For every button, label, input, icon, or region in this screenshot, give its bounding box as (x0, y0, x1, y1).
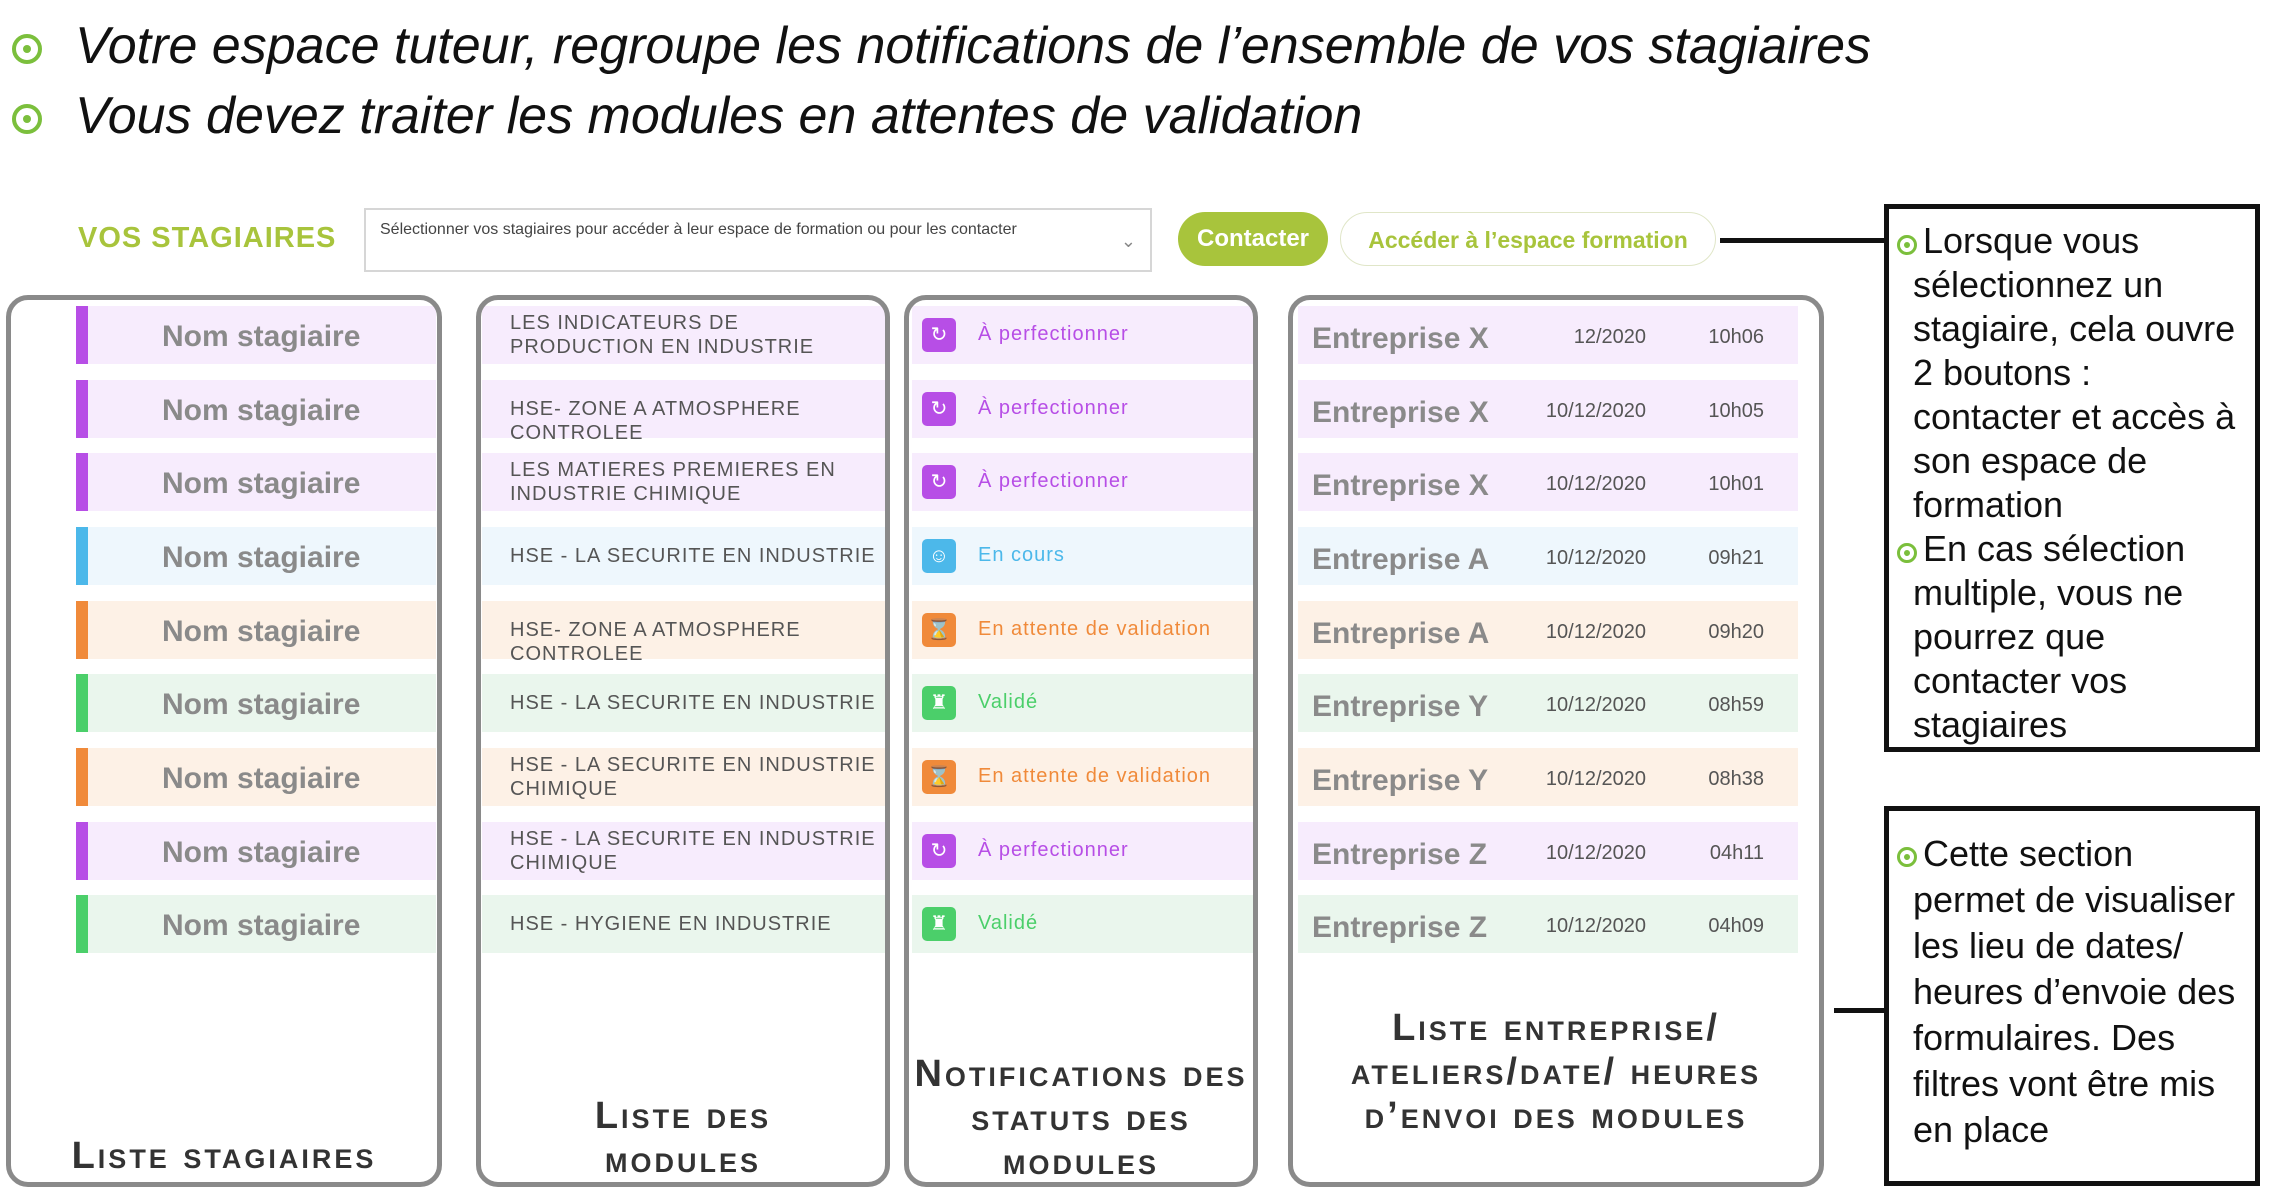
caption-statuts: Notifications des statuts des modules (914, 1053, 1248, 1183)
enterprise-name: Entreprise Y (1312, 690, 1489, 723)
stagiaire-name: Nom stagiaire (162, 909, 361, 942)
stagiaire-name: Nom stagiaire (162, 320, 361, 353)
stagiaire-name: Nom stagiaire (162, 688, 361, 721)
module-name: LES INDICATEURS DE PRODUCTION EN INDUSTRIE (510, 312, 815, 358)
stagiaire-name: Nom stagiaire (162, 541, 361, 574)
select-placeholder: Sélectionner vos stagiaires pour accéder à leur espace de formation ou pour les contacter (380, 221, 1017, 238)
heading-1: Votre espace tuteur, regroupe les notifications de l’ensemble de vos stagiaires (75, 17, 1872, 75)
status-label: À perfectionner (978, 839, 1129, 861)
stagiaire-name: Nom stagiaire (162, 762, 361, 795)
refresh-icon: ↻ (922, 392, 956, 426)
note-box-buttons (1884, 204, 2260, 752)
chevron-down-icon: ⌄ (1120, 231, 1136, 251)
module-name: HSE- ZONE A ATMOSPHERE CONTROLEE (510, 398, 801, 444)
refresh-icon: ↻ (922, 318, 956, 352)
connector-line (1834, 1008, 1886, 1013)
heading-bullet-icon (12, 104, 42, 134)
send-date: 12/2020 (1573, 326, 1646, 348)
trophy-icon: ♜ (922, 686, 956, 720)
status-label: Validé (978, 912, 1039, 934)
send-date: 10/12/2020 (1545, 547, 1646, 569)
hourglass-icon: ⌛ (922, 613, 956, 647)
status-label: En cours (978, 544, 1065, 566)
note-text-3: Cette section permet de visualiser les lieu de dates/ heures d’envoie des formulaires. Des filtres vont être mis en place (1913, 833, 2236, 1150)
module-name: HSE - LA SECURITE EN INDUSTRIE (510, 545, 876, 567)
note-box-section (1884, 806, 2260, 1186)
enterprise-name: Entreprise Z (1312, 911, 1488, 944)
status-label: En attente de validation (978, 618, 1212, 640)
send-time: 10h05 (1708, 400, 1764, 422)
caption-entreprises: Liste entreprise/ ateliers/date/ heures d’envoi des modules (1350, 1007, 1762, 1137)
section-title: VOS STAGIAIRES (78, 222, 337, 254)
enterprise-name: Entreprise Y (1312, 764, 1489, 797)
refresh-icon: ↻ (922, 465, 956, 499)
heading-bullet-icon (12, 34, 42, 64)
status-label: En attente de validation (978, 765, 1212, 787)
send-date: 10/12/2020 (1545, 842, 1646, 864)
enterprise-name: Entreprise A (1312, 543, 1490, 576)
send-date: 10/12/2020 (1545, 694, 1646, 716)
caption-modules: Liste des modules (594, 1095, 772, 1181)
stagiaire-select[interactable] (364, 208, 1152, 272)
enterprise-name: Entreprise A (1312, 617, 1490, 650)
stagiaire-name: Nom stagiaire (162, 615, 361, 648)
module-name: HSE - LA SECURITE EN INDUSTRIE (510, 692, 876, 714)
refresh-icon: ↻ (922, 834, 956, 868)
frame-modules (476, 295, 890, 1187)
note-text-2: En cas sélection multiple, vous ne pourrez que contacter vos stagiaires (1913, 528, 2186, 745)
send-time: 09h20 (1708, 621, 1764, 643)
status-label: Validé (978, 691, 1039, 713)
send-date: 10/12/2020 (1545, 768, 1646, 790)
send-date: 10/12/2020 (1545, 400, 1646, 422)
enterprise-name: Entreprise X (1312, 396, 1489, 429)
stagiaire-name: Nom stagiaire (162, 467, 361, 500)
stagiaire-name: Nom stagiaire (162, 394, 361, 427)
send-date: 10/12/2020 (1545, 915, 1646, 937)
module-name: HSE - LA SECURITE EN INDUSTRIE CHIMIQUE (510, 828, 876, 874)
send-date: 10/12/2020 (1545, 621, 1646, 643)
access-training-button[interactable]: Accéder à l’espace formation (1340, 212, 1716, 266)
stagiaire-name: Nom stagiaire (162, 836, 361, 869)
enterprise-name: Entreprise Z (1312, 838, 1488, 871)
connector-line (1720, 238, 1886, 243)
hourglass-icon: ⌛ (922, 760, 956, 794)
send-date: 10/12/2020 (1545, 473, 1646, 495)
trophy-icon: ♜ (922, 907, 956, 941)
send-time: 08h59 (1708, 694, 1764, 716)
enterprise-name: Entreprise X (1312, 469, 1489, 502)
module-name: HSE - LA SECURITE EN INDUSTRIE CHIMIQUE (510, 754, 876, 800)
send-time: 04h11 (1709, 842, 1764, 864)
caption-stagiaires: Liste stagiaires (71, 1135, 377, 1177)
heading-2: Vous devez traiter les modules en attentes de validation (75, 87, 1363, 145)
enterprise-name: Entreprise X (1312, 322, 1489, 355)
send-time: 10h06 (1708, 326, 1764, 348)
send-time: 10h01 (1708, 473, 1764, 495)
note-text-1: Lorsque vous sélectionnez un stagiaire, cela ouvre 2 boutons : contacter et accès à son espace de formation (1913, 220, 2236, 525)
status-label: À perfectionner (978, 323, 1129, 345)
contact-button[interactable]: Contacter (1178, 212, 1328, 266)
send-time: 04h09 (1708, 915, 1764, 937)
module-name: LES MATIERES PREMIERES EN INDUSTRIE CHIMIQUE (510, 459, 836, 505)
status-label: À perfectionner (978, 397, 1129, 419)
send-time: 08h38 (1708, 768, 1764, 790)
reader-icon: ☺ (922, 539, 956, 573)
frame-stagiaires (6, 295, 442, 1187)
send-time: 09h21 (1708, 547, 1764, 569)
module-name: HSE - HYGIENE EN INDUSTRIE (510, 913, 832, 935)
status-label: À perfectionner (978, 470, 1129, 492)
module-name: HSE- ZONE A ATMOSPHERE CONTROLEE (510, 619, 801, 665)
